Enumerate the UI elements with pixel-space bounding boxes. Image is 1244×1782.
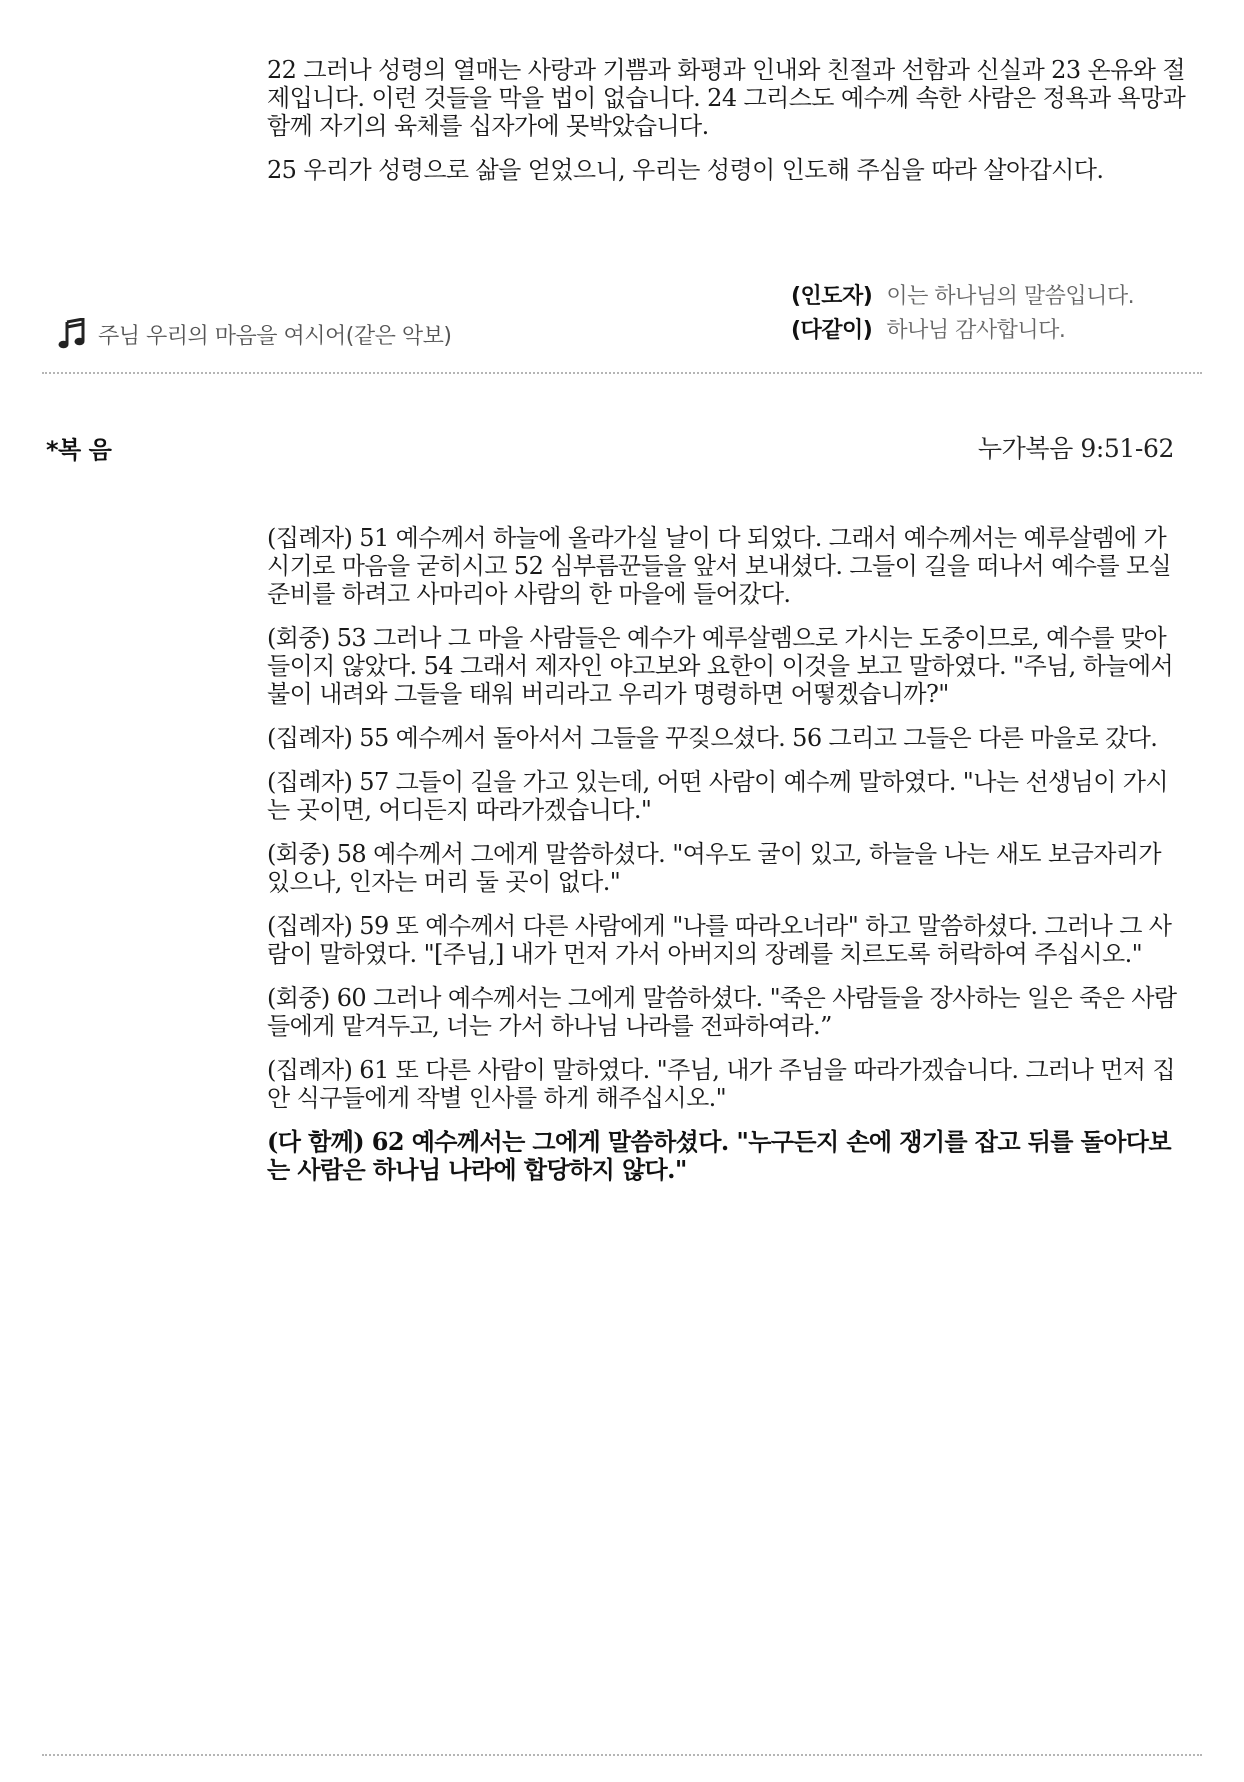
footer-divider: [42, 1754, 1202, 1756]
music-note-icon: [58, 318, 86, 350]
epistle-paragraph: 25 우리가 성령으로 삶을 얻었으니, 우리는 성령이 인도해 주심을 따라 살아갑시다.: [267, 156, 1104, 184]
gospel-paragraph: (회중) 58 예수께서 그에게 말씀하셨다. "여우도 굴이 있고, 하늘을 나는 새도 보금자리가 있으나, 인자는 머리 둘 곳이 없다.": [267, 840, 1161, 896]
gospel-paragraph: (집례자) 57 그들이 길을 가고 있는데, 어떤 사람이 예수께 말하였다. "나는 선생님이 가시는 곳이면, 어디든지 따라가겠습니다.": [267, 768, 1168, 824]
gospel-text: [267, 524, 1187, 1200]
response-text: 하나님 감사합니다.: [886, 318, 1066, 343]
gospel-paragraph: (집례자) 55 예수께서 돌아서서 그들을 꾸짖으셨다. 56 그리고 그들은 다른 마을로 갔다.: [267, 724, 1158, 752]
response-row: [791, 280, 1134, 314]
gospel-paragraph: (회중) 53 그러나 그 마을 사람들은 예수가 예루살렘으로 가시는 도중이므로, 예수를 맞아들이지 않았다. 54 그래서 제자인 야고보와 요한이 이것을 보고 말하였다. "주님, 하늘에서 불이 내려와 그들을 태워 버리라고 우리가 명령하면 어떻겠습니까?": [267, 624, 1174, 708]
response-block: [791, 280, 1134, 348]
epistle-text: [267, 56, 1187, 200]
gospel-paragraph: (집례자) 51 예수께서 하늘에 올라가실 날이 다 되었다. 그래서 예수께서는 예루살렘에 가시기로 마음을 굳히시고 52 심부름꾼들을 앞서 보내셨다. 그들이 길을 떠나서 예수를 모실 준비를 하려고 사마리아 사람의 한 마을에 들어갔다.: [267, 524, 1172, 608]
response-text: 이는 하나님의 말씀입니다.: [886, 284, 1135, 309]
response-row: [791, 314, 1134, 348]
gospel-paragraph: (집례자) 61 또 다른 사람이 말하였다. "주님, 내가 주님을 따라가겠습니다. 그러나 먼저 집안 식구들에게 작별 인사를 하게 해주십시오.": [267, 1056, 1176, 1112]
gospel-paragraph-unison: (다 함께) 62 예수께서는 그에게 말씀하셨다. "누구든지 손에 쟁기를 잡고 뒤를 돌아다보는 사람은 하나님 나라에 합당하지 않다.": [267, 1127, 1171, 1184]
scripture-reference: 누가복음 9:51-62: [977, 434, 1174, 463]
section-divider: [42, 372, 1202, 374]
gospel-paragraph: (회중) 60 그러나 예수께서는 그에게 말씀하셨다. "죽은 사람들을 장사하는 일은 죽은 사람들에게 맡겨두고, 너는 가서 하나님 나라를 전파하여라.”: [267, 984, 1177, 1040]
response-speaker: (다같이): [791, 318, 873, 343]
section-title: *복 음: [46, 436, 112, 464]
hymn-line: [58, 318, 451, 350]
gospel-paragraph: (집례자) 59 또 예수께서 다른 사람에게 "나를 따라오너라" 하고 말씀하셨다. 그러나 그 사람이 말하였다. "[주님,] 내가 먼저 가서 아버지의 장례를 치르도록 허락하여 주십시오.": [267, 912, 1172, 968]
epistle-paragraph: 22 그러나 성령의 열매는 사랑과 기쁨과 화평과 인내와 친절과 선함과 신실과 23 온유와 절제입니다. 이런 것들을 막을 법이 없습니다. 24 그리스도 예수께 속한 사람은 정욕과 욕망과 함께 자기의 육체를 십자가에 못박았습니다.: [267, 56, 1186, 140]
response-speaker: (인도자): [791, 284, 873, 309]
hymn-title: 주님 우리의 마음을 여시어(같은 악보): [98, 323, 452, 349]
